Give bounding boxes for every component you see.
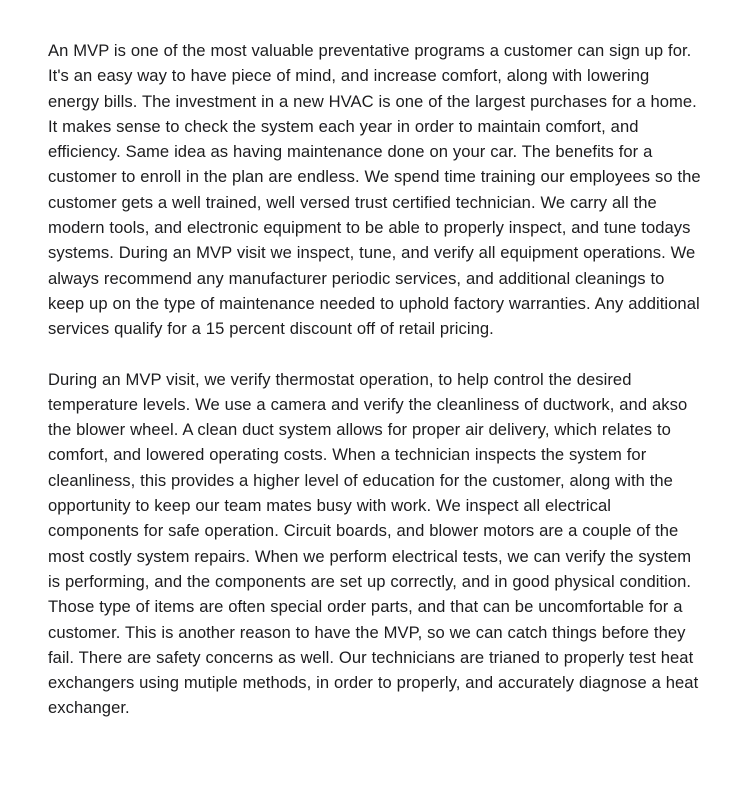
paragraph-mvp-visit-details: During an MVP visit, we verify thermostat operation, to help control the desired temperature levels. We use a camera and verify the cleanliness of ductwork, and akso the blower wheel. A clean duct system allows for proper air delivery, which relates to comfort, and lowered operating costs. When a technician inspects the system for cleanliness, this provides a higher level of education for the customer, along with the opportunity to keep our team mates busy with work. We inspect all electrical components for safe operation. Circuit boards, and blower motors are a couple of the most costly system repairs. When we perform electrical tests, we can verify the system is performing, and the components are set up correctly, and in good physical condition. Those type of items are often special order parts, and that can be uncomfortable for a customer. This is another reason to have the MVP, so we can catch things before they fail. There are safety concerns as well. Our technicians are trianed to properly test heat exchangers using mutiple methods, in order to properly, and accurately diagnose a heat exchanger. bbox=[48, 369, 699, 718]
document-body bbox=[48, 38, 704, 721]
paragraph-mvp-overview: An MVP is one of the most valuable preventative programs a customer can sign up for. It's an easy way to have piece of mind, and increase comfort, along with lowering energy bills. The investment in a new HVAC is one of the largest purchases for a home. It makes sense to check the system each year in order to maintain comfort, and efficiency. Same idea as having maintenance done on your car. The benefits for a customer to enroll in the plan are endless. We spend time training our employees so the customer gets a well trained, well versed trust certified technician. We carry all the modern tools, and electronic equipment to be able to properly inspect, and tune todays systems. During an MVP visit we inspect, tune, and verify all equipment operations. We always recommend any manufacturer periodic services, and additional cleanings to keep up on the type of maintenance needed to uphold factory warranties. Any additional services qualify for a 15 percent discount off of retail pricing. bbox=[48, 41, 701, 339]
